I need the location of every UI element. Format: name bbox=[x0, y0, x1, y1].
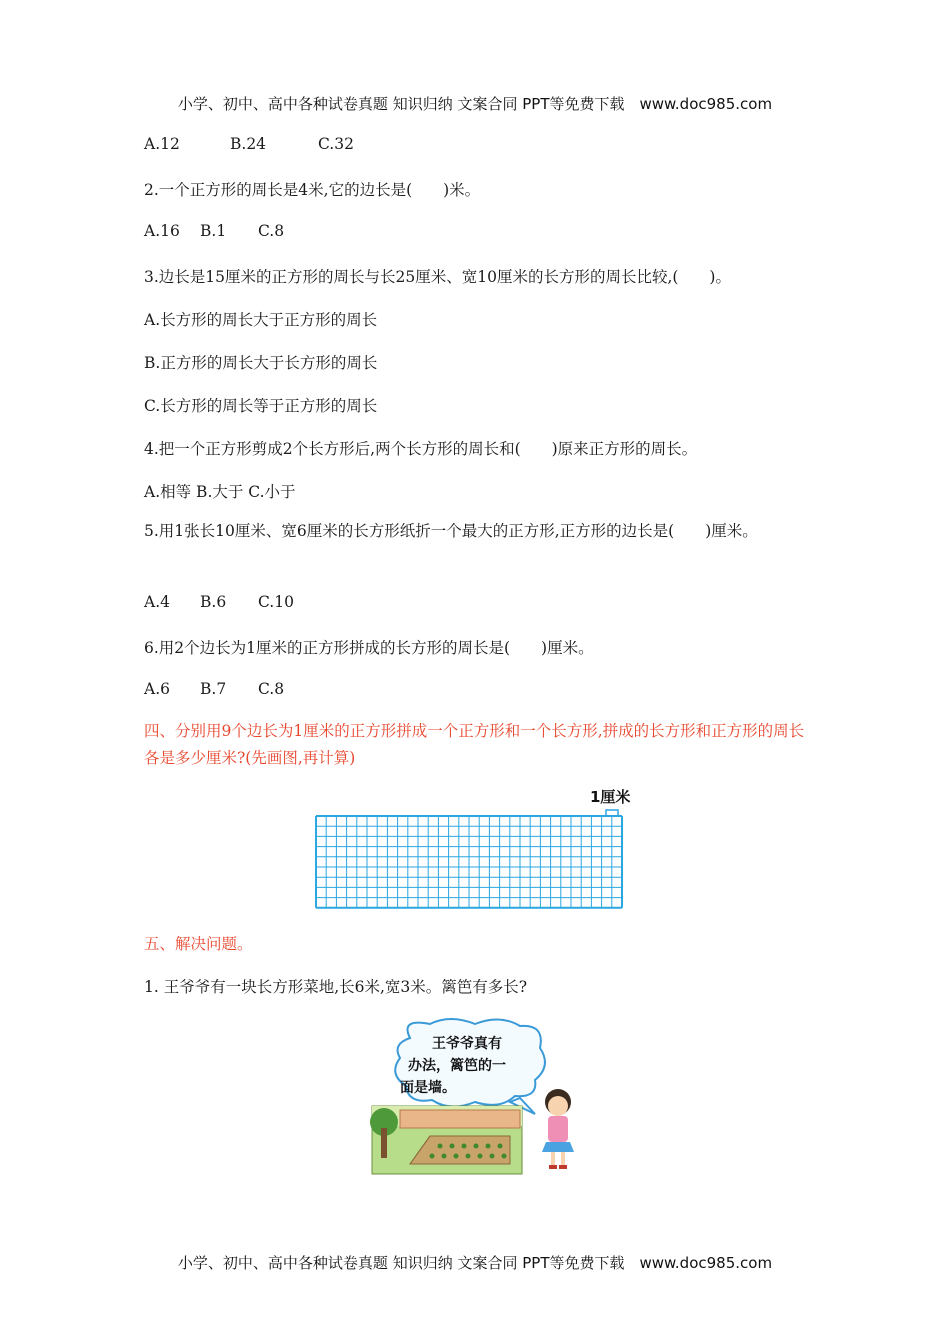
speech-line-3: 面是墙。 bbox=[400, 1080, 456, 1096]
grid-paper bbox=[314, 786, 624, 916]
garden-illustration bbox=[370, 1018, 590, 1182]
section-5-heading: 五、解决问题。 bbox=[144, 935, 253, 953]
q3-option-c: C.长方形的周长等于正方形的周长 bbox=[144, 397, 378, 415]
q1-option-c: C.32 bbox=[318, 135, 354, 153]
q4-options: A.相等 B.大于 C.小于 bbox=[144, 483, 296, 501]
q4-text: 4.把一个正方形剪成2个长方形后,两个长方形的周长和( )原来正方形的周长。 bbox=[144, 440, 698, 458]
garden-illustration-svg bbox=[370, 1018, 590, 1178]
scale-bracket bbox=[606, 810, 618, 815]
q5-options bbox=[144, 593, 294, 611]
girl-figure bbox=[542, 1089, 574, 1169]
q3-text: 3.边长是15厘米的正方形的周长与长25厘米、宽10厘米的长方形的周长比较,( )。 bbox=[144, 268, 731, 286]
q1-option-b: B.24 bbox=[230, 135, 267, 153]
q2-option-b: B.1 bbox=[200, 222, 227, 240]
grid-scale-label: 1厘米 bbox=[590, 788, 631, 806]
q6-options bbox=[144, 680, 284, 698]
section-4-heading: 四、分别用9个边长为1厘米的正方形拼成一个正方形和一个长方形,拼成的长方形和正方形的周长各是多少厘米?(先画图,再计算) bbox=[144, 722, 805, 767]
q3-option-b: B.正方形的周长大于长方形的周长 bbox=[144, 354, 378, 372]
q2-option-c: C.8 bbox=[258, 222, 285, 240]
q6-option-a: A.6 bbox=[144, 680, 170, 698]
q3-option-a: A.长方形的周长大于正方形的周长 bbox=[144, 311, 378, 329]
q6-option-c: C.8 bbox=[258, 680, 285, 698]
q6-text: 6.用2个边长为1厘米的正方形拼成的长方形的周长是( )厘米。 bbox=[144, 639, 594, 657]
page-footer: 小学、初中、高中各种试卷真题 知识归纳 文案合同 PPT等免费下载 www.doc985.com bbox=[177, 1254, 773, 1272]
grid-lines bbox=[316, 816, 622, 908]
q1-options bbox=[144, 135, 354, 153]
q2-option-a: A.16 bbox=[144, 222, 180, 240]
speech-line-2: 办法，篱笆的一 bbox=[408, 1058, 506, 1074]
q5-option-a: A.4 bbox=[144, 593, 170, 611]
q5-option-b: B.6 bbox=[200, 593, 227, 611]
grid-svg bbox=[314, 786, 624, 912]
q1-option-a: A.12 bbox=[144, 135, 180, 153]
page-header: 小学、初中、高中各种试卷真题 知识归纳 文案合同 PPT等免费下载 www.doc985.com bbox=[177, 95, 773, 113]
speech-line-1: 王爷爷真有 bbox=[432, 1036, 502, 1052]
q5-option-c: C.10 bbox=[258, 593, 294, 611]
q2-options bbox=[144, 222, 284, 240]
q6-option-b: B.7 bbox=[200, 680, 227, 698]
wall bbox=[400, 1110, 520, 1128]
problem-1-text: 1. 王爷爷有一块长方形菜地,长6米,宽3米。篱笆有多长? bbox=[144, 978, 528, 996]
q2-text: 2.一个正方形的周长是4米,它的边长是( )米。 bbox=[144, 181, 481, 199]
q5-text: 5.用1张长10厘米、宽6厘米的长方形纸折一个最大的正方形,正方形的边长是( )厘米。 bbox=[144, 522, 758, 540]
tree-trunk bbox=[381, 1128, 387, 1158]
